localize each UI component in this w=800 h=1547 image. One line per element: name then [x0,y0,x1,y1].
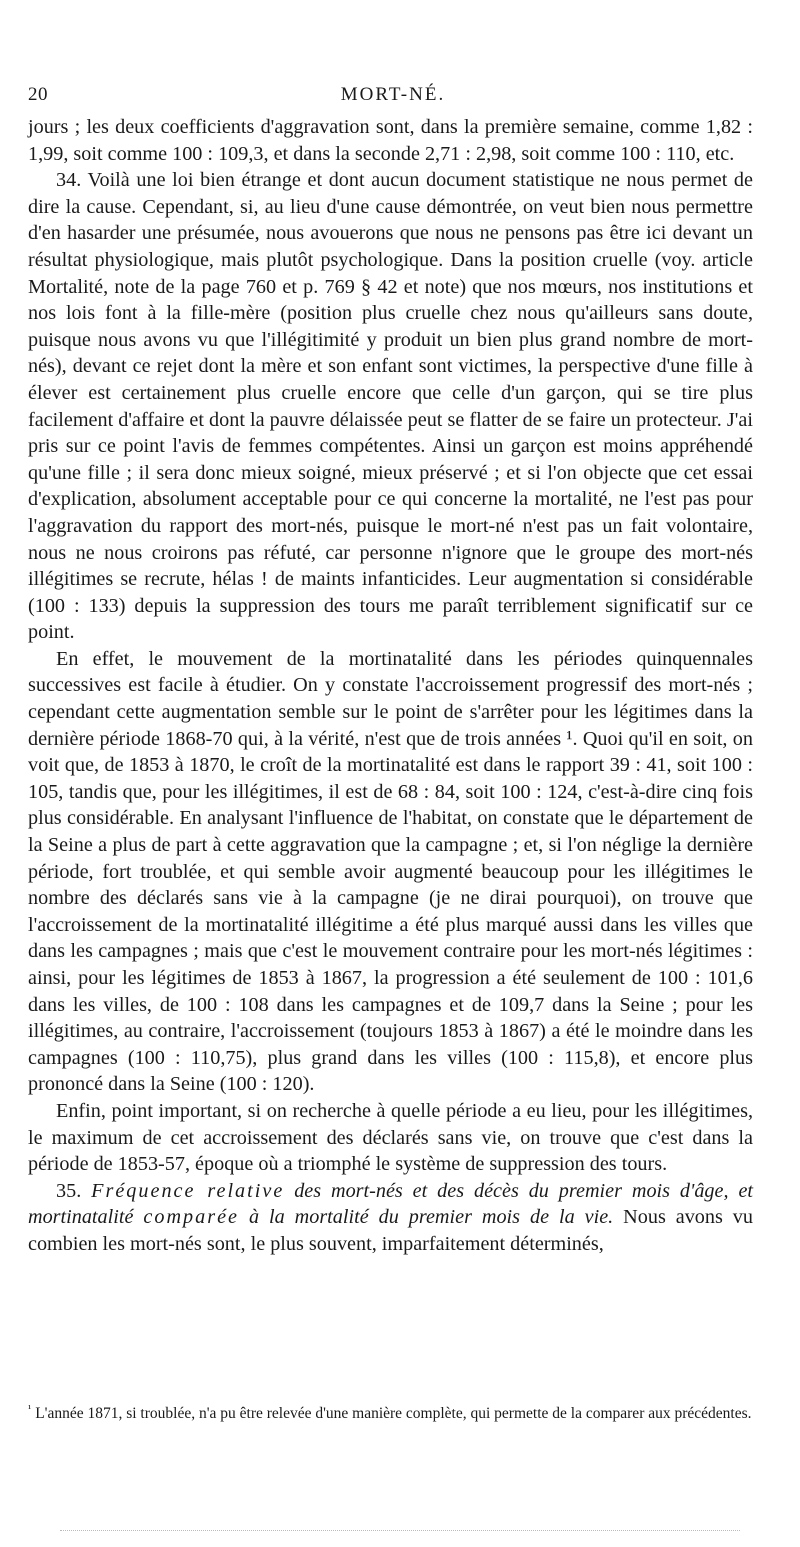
footnote-text: L'année 1871, si troublée, n'a pu être relevée d'une manière complète, qui permette de la comparer aux précédentes. [31,1405,752,1423]
paragraph-enfin: Enfin, point important, si on recherche à quelle période a eu lieu, pour les illégitimes, le maximum de cet accroissement des déclarés sans vie, on trouve que c'est dans la période de 1853-57, époque où a triomphé le système de suppression des tours. [28,1099,753,1176]
section-35-title-part-4: à la mortalité du premier mois de la vie. [239,1206,614,1229]
section-number-34: 34. [56,169,82,192]
bottom-scan-artifact [60,1530,740,1532]
page-header [28,84,758,110]
section-35-title-part-2: des mort-nés et des décès du premier mois d'âge, et mortinatalité [28,1179,754,1229]
paragraph-35 [28,1178,753,1258]
page-body [28,114,753,1258]
page-number: 20 [28,84,48,105]
section-35-title-part-3: comparée [143,1206,239,1229]
footnote [28,1398,753,1425]
footnote-marker: ¹ [28,1403,32,1415]
section-35-text: Nous avons vu combien les mort-nés sont, le plus souvent, imparfaitement déterminés, [28,1206,753,1255]
section-35-title-part-1: Fréquence relative [91,1179,285,1202]
paragraph-continued: jours ; les deux coefficients d'aggravation sont, dans la première semaine, comme 1,82 : 1,99, soit comme 100 : 109,3, et dans la seconde 2,71 : 2,98, soit comme 100 : 110, etc. [28,116,753,165]
section-number-35: 35. [56,1179,82,1202]
paragraph-effet: En effet, le mouvement de la mortinatalité dans les périodes quinquennales successives est facile à étudier. On y constate l'accroissement progressif des mort-nés ; cependant cette augmentation semble sur le point de s'arrêter pour les légitimes dans la dernière période 1868-70 qui, à la vérité, n'est que de trois années ¹. Quoi qu'il en soit, on voit que, de 1853 à 1870, le croît de la mortinatalité est dans le rapport 39 : 41, soit 100 : 105, tandis que, pour les illégitimes, il est de 68 : 84, soit 100 : 124, c'est-à-dire cinq fois plus considérable. En analysant l'influence de l'habitat, on constate que le département de la Seine a plus de part à cette aggravation que la campagne ; et, si l'on néglige la dernière période, fort troublée, et qui semble avoir augmenté beaucoup pour les illégitimes le nombre des déclarés sans vie à la campagne (je ne dirai pourquoi), on trouve que l'accroissement de la mortinatalité illégitime a été plus marqué aussi dans les villes que dans les campagnes ; mais que c'est le mouvement contraire pour les mort-nés légitimes : ainsi, pour les légitimes de 1853 à 1867, la progression a été seulement de 100 : 101,6 dans les villes, de 100 : 108 dans les campagnes et de 109,7 dans la Seine ; pour les illégitimes, au contraire, l'accroissement (toujours 1853 à 1867) a été le moindre dans les campagnes (100 : 110,75), plus grand dans les villes (100 : 115,8), et encore plus prononcé dans la Seine (100 : 120). [28,647,753,1096]
running-title: MORT-NÉ. [340,84,446,105]
paragraph-34 [28,167,753,646]
paragraph-34-text: Voilà une loi bien étrange et dont aucun document statistique ne nous permet de dire la cause. Cependant, si, au lieu d'une cause démontrée, on veut bien nous permettre d'en hasarder une présumée, nous avouerons que nous ne pensons pas être ici devant un résultat physiologique, mais plutôt psychologique. Dans la position cruelle (voy. article Mortalité, note de la page 760 et p. 769 § 42 et note) que nos mœurs, nos institutions et nos lois font à la fille-mère (position plus cruelle chez nous qu'ailleurs sans doute, puisque nous avons vu que l'illégitimité y produit un bien plus grand nombre de mort-nés), devant ce rejet dont la mère et son enfant sont victimes, la perspective d'une fille à élever est certainement plus cruelle encore que celle d'un garçon, qui se tire plus facilement d'affaire et dont la pauvre délaissée peut se flatter de se faire un protecteur. J'ai pris sur ce point l'avis de femmes compétentes. Ainsi un garçon est moins appréhendé qu'une fille ; il sera donc mieux soigné, mieux préservé ; et si l'on objecte que cet essai d'explication, absolument acceptable pour ce qui concerne la mortalité, ne l'est pas pour l'aggravation du rapport des mort-nés, puisque le mort-né n'est pas un fait volontaire, nous ne nous croirons pas réfuté, car personne n'ignore que le groupe des mort-nés illégitimes se recrute, hélas ! de maints infanticides. Leur augmentation si considérable (100 : 133) depuis la suppression des tours me paraît terriblement significatif sur ce point. [28,169,753,644]
